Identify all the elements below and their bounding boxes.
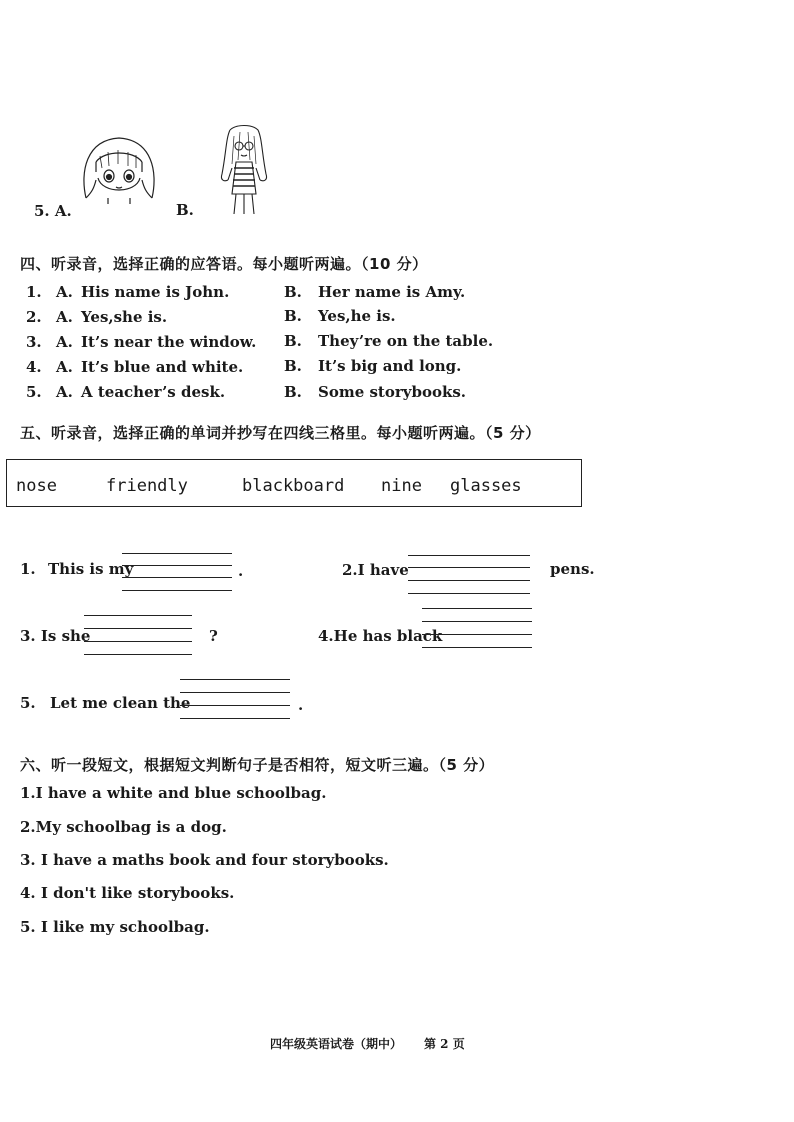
option-b-text: Some storybooks. bbox=[318, 383, 467, 401]
option-a-text: It’s blue and white. bbox=[81, 358, 244, 376]
q5-label-b: B. bbox=[176, 201, 194, 219]
section6-sentence: 1.I have a white and blue schoolbag. bbox=[20, 784, 327, 802]
option-a-label: A. bbox=[56, 333, 73, 351]
option-b-label: B. bbox=[284, 332, 302, 350]
item-number: 4. bbox=[26, 358, 42, 376]
section4-title: 四、听录音，选择正确的应答语。每小题听两遍。（10 分） bbox=[20, 255, 428, 273]
q5-text-before: Let me clean the bbox=[50, 694, 191, 712]
q3-text-after: ? bbox=[209, 627, 218, 645]
word-bank-word: glasses bbox=[450, 476, 522, 496]
section6-sentence: 4. I don't like storybooks. bbox=[20, 884, 235, 902]
option-b-label: B. bbox=[284, 307, 302, 325]
q2-text-before: 2.I have bbox=[342, 561, 409, 579]
footer-exam-name: 四年级英语试卷（期中） bbox=[270, 1037, 403, 1051]
girl-short-hair-image bbox=[78, 132, 160, 206]
word-bank-word: blackboard bbox=[242, 476, 345, 496]
q3-text-before: 3. Is she bbox=[20, 627, 91, 645]
option-b-text: It’s big and long. bbox=[318, 357, 462, 375]
option-b-text: They’re on the table. bbox=[318, 332, 494, 350]
word-bank-word: nine bbox=[381, 476, 422, 496]
option-a-label: A. bbox=[56, 308, 73, 326]
option-a-text: A teacher’s desk. bbox=[81, 383, 226, 401]
option-a-text: Yes,she is. bbox=[81, 308, 168, 326]
item-number: 1. bbox=[26, 283, 42, 301]
girl-long-hair-glasses-image bbox=[214, 124, 274, 216]
option-a-label: A. bbox=[56, 383, 73, 401]
q1-text-after: . bbox=[238, 562, 244, 580]
option-b-label: B. bbox=[284, 383, 302, 401]
option-a-text: His name is John. bbox=[81, 283, 230, 301]
option-b-label: B. bbox=[284, 357, 302, 375]
section6-sentence: 2.My schoolbag is a dog. bbox=[20, 818, 227, 836]
item-number: 5. bbox=[26, 383, 42, 401]
option-a-label: A. bbox=[56, 283, 73, 301]
q2-text-after: pens. bbox=[550, 560, 595, 578]
option-a-label: A. bbox=[56, 358, 73, 376]
item-number: 2. bbox=[26, 308, 42, 326]
section6-sentence: 3. I have a maths book and four storybooks. bbox=[20, 851, 389, 869]
q5-text-after: . bbox=[298, 696, 304, 714]
q1-text-before: This is my bbox=[48, 560, 134, 578]
option-b-label: B. bbox=[284, 283, 302, 301]
q5-number: 5. bbox=[20, 694, 36, 712]
q1-number: 1. bbox=[20, 560, 36, 578]
option-b-text: Her name is Amy. bbox=[318, 283, 466, 301]
word-bank-word: nose bbox=[16, 476, 57, 496]
item-number: 3. bbox=[26, 333, 42, 351]
word-bank-word: friendly bbox=[106, 476, 188, 496]
option-a-text: It’s near the window. bbox=[81, 333, 257, 351]
q5-number-a: 5. A. bbox=[34, 202, 72, 220]
option-b-text: Yes,he is. bbox=[318, 307, 396, 325]
section5-title: 五、听录音，选择正确的单词并抄写在四线三格里。每小题听两遍。（5 分） bbox=[20, 424, 541, 442]
section6-title: 六、听一段短文，根据短文判断句子是否相符，短文听三遍。（5 分） bbox=[20, 756, 495, 774]
section6-sentence: 5. I like my schoolbag. bbox=[20, 918, 210, 936]
q4-text-before: 4.He has black bbox=[318, 627, 443, 645]
footer-page-number: 第 2 页 bbox=[424, 1037, 465, 1051]
